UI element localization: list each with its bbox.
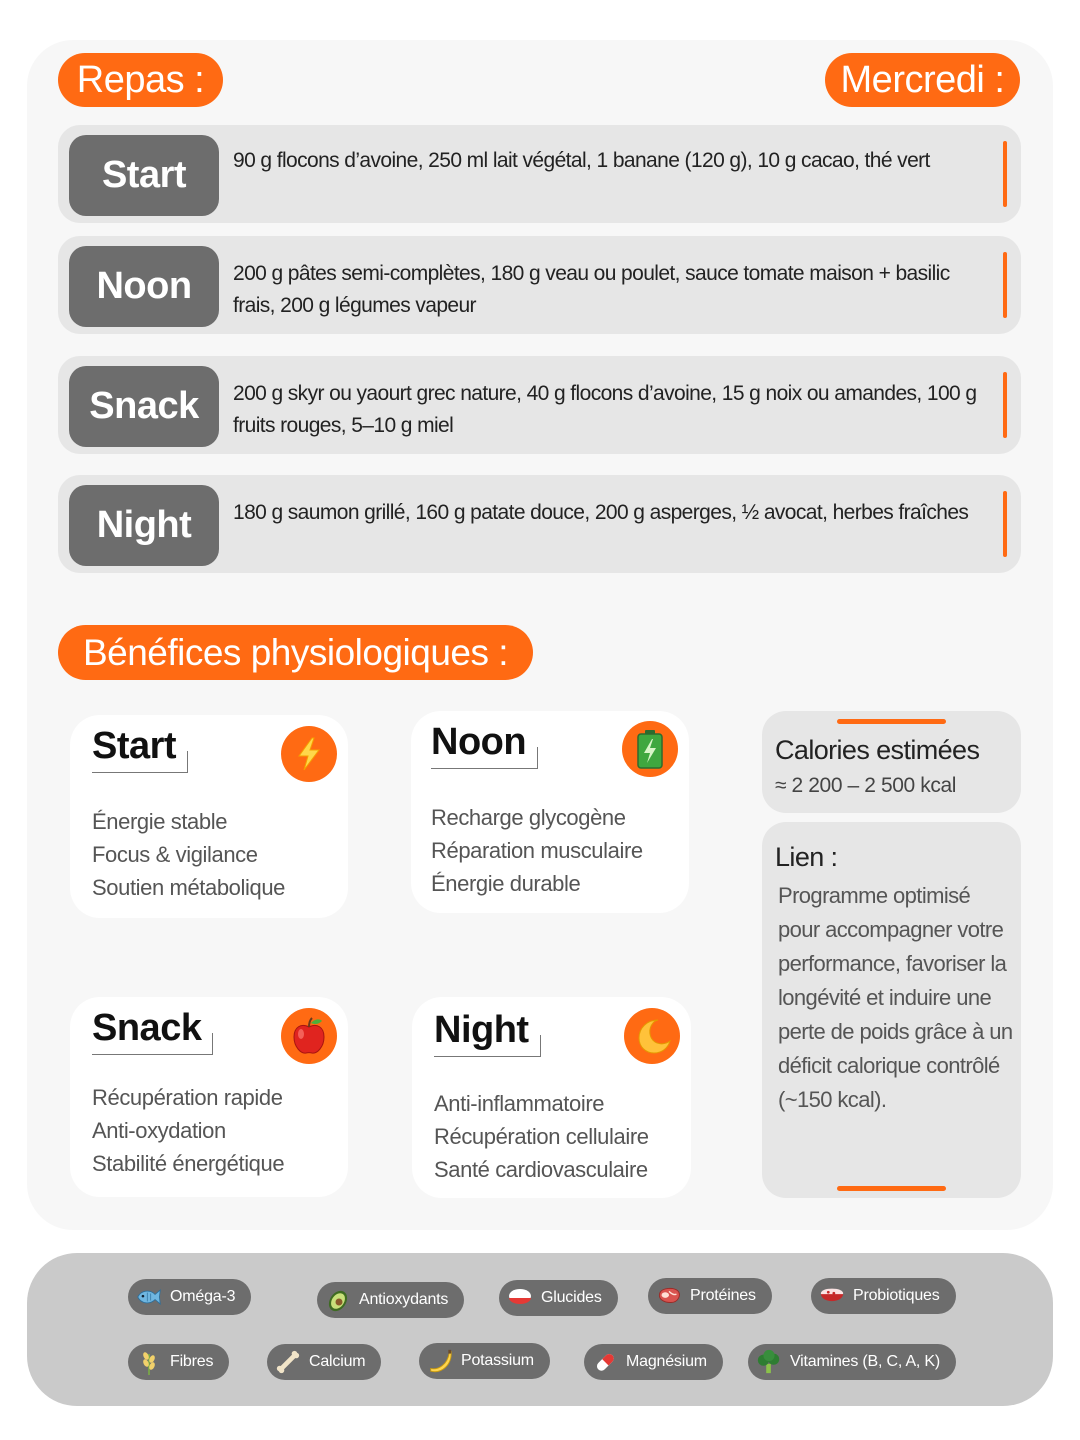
bone-icon xyxy=(275,1349,301,1375)
nutrient-label: Antioxydants xyxy=(359,1291,449,1308)
nutrient-label: Fibres xyxy=(170,1353,214,1370)
lien-label: Lien : xyxy=(775,842,838,872)
nutrient-chip-potassium xyxy=(419,1343,550,1379)
nutrient-chip-glucides xyxy=(499,1280,618,1316)
nutrient-chip-antioxydants xyxy=(317,1282,464,1318)
benefit-card-start xyxy=(70,715,348,918)
accent-bar xyxy=(1003,141,1007,207)
benefit-card-snack xyxy=(70,997,348,1197)
benefit-list xyxy=(92,1081,284,1180)
meal-row-start xyxy=(58,125,1021,223)
broccoli-icon xyxy=(756,1349,782,1375)
benefit-list xyxy=(431,801,643,900)
meal-description: 90 g flocons d’avoine, 250 ml lait végétal, 1 banane (120 g), 10 g cacao, thé vert xyxy=(233,149,930,172)
benefit-item: Énergie stable xyxy=(92,809,228,834)
fish-icon xyxy=(136,1284,162,1310)
nutrient-chip-probiotiques xyxy=(811,1278,956,1314)
benefit-item: Réparation musculaire xyxy=(431,838,643,863)
nutrient-label: Vitamines (B, C, A, K) xyxy=(790,1353,941,1370)
benefit-card-night xyxy=(412,997,691,1198)
accent-bar xyxy=(1003,372,1007,438)
nutrient-chip-calcium xyxy=(267,1344,381,1380)
benefit-title: Night xyxy=(434,1009,541,1057)
accent-line-bottom xyxy=(837,1186,946,1191)
nutrient-label: Oméga-3 xyxy=(170,1288,236,1305)
nutrient-label: Potassium xyxy=(461,1352,534,1369)
nutrient-chip-omega3 xyxy=(128,1279,251,1315)
nutrient-label: Calcium xyxy=(309,1353,366,1370)
benefit-item: Anti-inflammatoire xyxy=(434,1091,605,1116)
nutrient-label: Glucides xyxy=(541,1289,602,1306)
avocado-icon xyxy=(325,1287,351,1313)
meal-tag: Start xyxy=(69,135,219,216)
meal-row-night xyxy=(58,475,1021,573)
lien-box xyxy=(762,822,1021,1198)
nutrient-label: Protéines xyxy=(690,1287,756,1304)
benefit-title: Start xyxy=(92,725,188,773)
meal-description: 200 g skyr ou yaourt grec nature, 40 g flocons d’avoine, 15 g noix ou amandes, 100 g fruits rouges, 5–10 g miel xyxy=(233,382,977,437)
nutrient-chip-fibres xyxy=(128,1344,229,1380)
meal-tag: Noon xyxy=(69,246,219,327)
meal-tag: Snack xyxy=(69,366,219,447)
meal-description: 200 g pâtes semi-complètes, 180 g veau ou poulet, sauce tomate maison + basilic frais, 200 g légumes vapeur xyxy=(233,262,950,317)
benefit-list xyxy=(434,1087,649,1186)
benefit-item: Récupération cellulaire xyxy=(434,1124,649,1149)
meal-description: 180 g saumon grillé, 160 g patate douce, 200 g asperges, ½ avocat, herbes fraîches xyxy=(233,501,969,524)
meal-tag: Night xyxy=(69,485,219,566)
banana-icon xyxy=(427,1348,453,1374)
benefit-item: Stabilité énergétique xyxy=(92,1151,285,1176)
benefit-card-noon xyxy=(411,711,689,913)
benefit-item: Anti-oxydation xyxy=(92,1118,226,1143)
benefit-title: Snack xyxy=(92,1007,213,1055)
benefit-item: Focus & vigilance xyxy=(92,842,258,867)
day-heading: Mercredi : xyxy=(825,53,1020,107)
accent-bar xyxy=(1003,491,1007,557)
nutrient-chip-vitamines xyxy=(748,1344,956,1380)
nutrient-chip-proteines xyxy=(648,1278,772,1314)
benefit-item: Énergie durable xyxy=(431,871,581,896)
meal-row-noon xyxy=(58,236,1021,334)
benefit-item: Récupération rapide xyxy=(92,1085,283,1110)
battery-icon xyxy=(622,721,678,777)
calories-label: Calories estimées xyxy=(775,735,980,765)
calories-value: ≈ 2 200 – 2 500 kcal xyxy=(775,774,956,797)
lien-text: Programme optimisé pour accompagner votre performance, favoriser la longévité et induire une perte de poids grâce à un déficit calorique contrôlé (~150 kcal). xyxy=(778,883,1013,1112)
calories-box xyxy=(762,711,1021,813)
accent-line-top xyxy=(837,719,946,724)
meal-row-snack xyxy=(58,356,1021,454)
nutrient-label: Probiotiques xyxy=(853,1287,940,1304)
benefits-heading: Bénéfices physiologiques : xyxy=(58,625,533,680)
yogurt-bowl-icon xyxy=(819,1283,845,1309)
rice-bowl-icon xyxy=(507,1285,533,1311)
grain-icon xyxy=(136,1349,162,1375)
accent-bar xyxy=(1003,252,1007,318)
nutrients-panel xyxy=(27,1253,1053,1406)
lightning-icon xyxy=(281,726,337,782)
benefit-item: Santé cardiovasculaire xyxy=(434,1157,648,1182)
meat-icon xyxy=(656,1283,682,1309)
apple-icon xyxy=(281,1008,337,1064)
benefit-title: Noon xyxy=(431,721,538,769)
benefit-item: Soutien métabolique xyxy=(92,875,285,900)
nutrient-label: Magnésium xyxy=(626,1353,707,1370)
benefit-list xyxy=(92,805,285,904)
moon-icon xyxy=(624,1008,680,1064)
nutrient-chip-magnesium xyxy=(584,1344,723,1380)
repas-heading: Repas : xyxy=(58,53,223,107)
benefit-item: Recharge glycogène xyxy=(431,805,626,830)
pill-icon xyxy=(592,1349,618,1375)
